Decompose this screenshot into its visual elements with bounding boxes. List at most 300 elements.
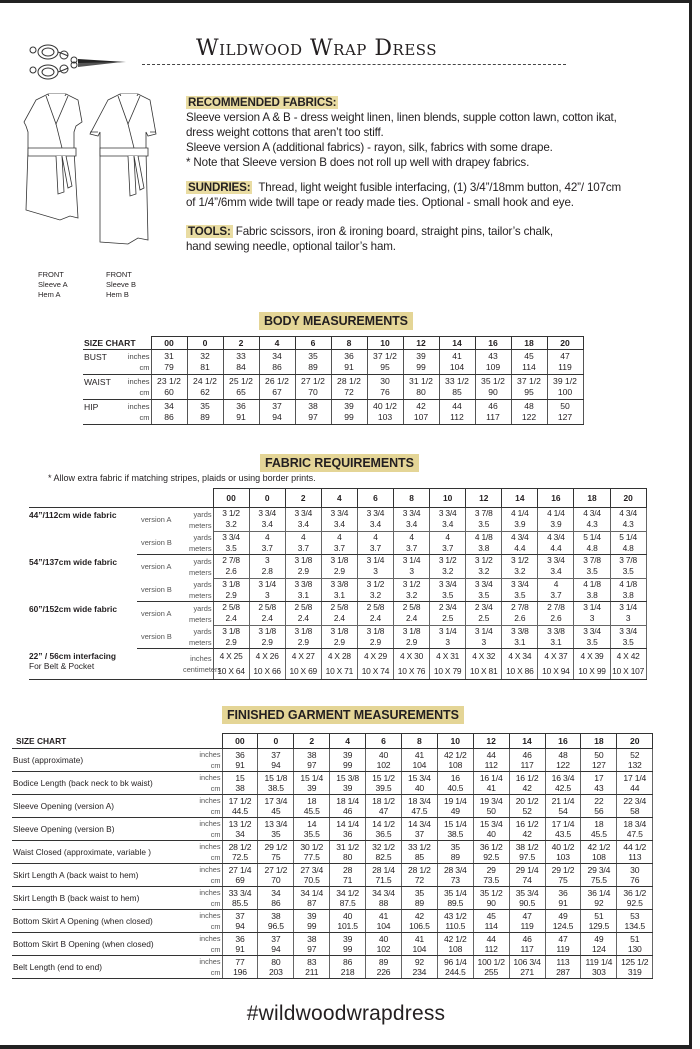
value-secondary: 3	[409, 566, 414, 577]
value-secondary: 60	[164, 387, 174, 397]
value-primary: 86	[343, 956, 353, 967]
value-primary: 38 1/2	[515, 841, 539, 852]
table-cell	[366, 933, 402, 956]
value-secondary: 108	[448, 944, 463, 954]
value-secondary: cm	[210, 876, 221, 885]
table-cell	[509, 933, 545, 956]
unit-label	[121, 375, 151, 400]
value-secondary: 2.9	[406, 636, 418, 647]
value-secondary: 86	[164, 412, 174, 422]
value-primary: 16 1/4	[479, 772, 503, 783]
value-secondary: 35	[271, 829, 281, 839]
table-cell	[509, 772, 545, 795]
value-primary: 4	[553, 578, 559, 589]
value-secondary: 58	[630, 806, 640, 816]
size-header: 00	[213, 489, 249, 508]
table-cell	[366, 864, 402, 887]
value-secondary: 84	[236, 362, 246, 372]
value-secondary: 3.5	[225, 542, 237, 553]
value-secondary: 122	[521, 412, 537, 422]
table-cell	[547, 375, 583, 400]
table-row	[12, 749, 653, 772]
value-secondary: 104	[449, 362, 465, 372]
value-primary: 27 1/4	[228, 864, 252, 875]
value-primary: 14 1/4	[336, 818, 359, 829]
table-cell	[295, 400, 331, 425]
value-primary: yards	[193, 532, 212, 542]
table-cell	[502, 649, 538, 680]
value-secondary: 3.5	[478, 519, 490, 530]
table-cell	[294, 772, 330, 795]
value-primary: 17	[594, 772, 604, 783]
value-secondary: 43.5	[554, 829, 571, 839]
value-secondary: 4.8	[586, 542, 598, 553]
table-cell	[617, 795, 653, 818]
version-label: version B	[137, 578, 183, 602]
size-header: 10	[437, 734, 473, 749]
value-secondary: 2.5	[478, 613, 490, 624]
unit-label	[192, 749, 222, 772]
value-secondary: 67	[272, 387, 282, 397]
table-cell	[330, 887, 366, 910]
value-primary: 41	[378, 910, 389, 921]
value-primary: 20 1/2	[515, 795, 539, 806]
table-cell	[222, 841, 258, 864]
caption-view: FRONT	[106, 270, 132, 279]
value-primary: 5 1/4	[619, 531, 637, 542]
value-primary: 16	[450, 772, 460, 783]
value-primary: 37 1/2	[373, 351, 397, 361]
size-header: 4	[321, 489, 357, 508]
value-secondary: 71	[343, 875, 353, 885]
value-secondary: 244.5	[445, 967, 466, 977]
value-secondary: 43	[594, 783, 604, 793]
value-primary: 47	[558, 933, 568, 944]
size-header: 2	[223, 337, 259, 350]
value-secondary: 88	[378, 898, 389, 908]
table-cell	[357, 508, 393, 532]
value-primary: 4 X 42	[616, 651, 640, 661]
value-secondary: 3.4	[261, 519, 273, 530]
value-secondary: 3.2	[225, 519, 237, 530]
value-primary: 28 1/2	[408, 864, 431, 875]
value-primary: inches	[199, 888, 221, 897]
table-cell	[394, 555, 430, 579]
value-primary: 4	[301, 531, 306, 542]
illustration-caption-b	[106, 270, 136, 300]
value-primary: 3 1/2	[366, 578, 385, 589]
table-cell	[610, 555, 646, 579]
table-cell	[357, 531, 393, 555]
table-cell	[222, 887, 258, 910]
table-cell	[321, 508, 357, 532]
value-primary: 37	[272, 401, 282, 411]
value-primary: 35 1/4	[443, 887, 467, 898]
table-cell	[581, 772, 617, 795]
table-cell	[249, 625, 285, 649]
value-secondary: 38	[235, 783, 245, 793]
table-cell	[574, 649, 610, 680]
value-primary: 2 5/8	[330, 602, 349, 613]
value-secondary: 99	[416, 362, 426, 372]
value-primary: 28 1/2	[337, 376, 361, 386]
value-primary: 36 1/4	[587, 887, 611, 898]
table-cell	[285, 555, 321, 579]
table-cell	[511, 400, 547, 425]
value-secondary: 3.9	[550, 519, 562, 530]
table-cell	[187, 400, 223, 425]
table-cell	[294, 956, 330, 979]
value-primary: 27 1/2	[264, 864, 288, 875]
caption-sleeve: Sleeve A	[38, 280, 68, 289]
value-primary: 38	[307, 749, 317, 760]
value-primary: 3 3/4	[366, 508, 385, 519]
value-primary: 34 3/4	[372, 887, 395, 898]
value-primary: 28 1/2	[228, 841, 252, 852]
table-cell	[294, 864, 330, 887]
table-cell	[538, 531, 574, 555]
table-cell	[538, 508, 574, 532]
value-primary: 3 3/4	[330, 508, 349, 519]
table-cell	[367, 350, 403, 375]
value-secondary: 122	[556, 760, 570, 770]
recommended-fabrics-note: * Note that Sleeve version B does not roll up well with drapey fabrics.	[186, 156, 530, 169]
value-primary: 2 3/4	[474, 602, 493, 613]
table-cell	[331, 400, 367, 425]
table-cell	[547, 400, 583, 425]
table-cell	[502, 508, 538, 532]
table-row	[12, 772, 653, 795]
value-secondary: 36.5	[375, 829, 392, 839]
value-primary: 52	[630, 749, 640, 760]
value-secondary: 3.5	[586, 636, 598, 647]
table-row	[12, 933, 653, 956]
value-primary: 35 1/2	[481, 376, 505, 386]
value-secondary: 85	[414, 852, 424, 862]
row-label: WAIST	[83, 375, 121, 400]
table-cell	[439, 375, 475, 400]
value-secondary: 45	[271, 806, 281, 816]
value-secondary: 42.5	[554, 783, 571, 793]
table-cell	[581, 910, 617, 933]
table-cell	[331, 375, 367, 400]
value-secondary: 3.4	[406, 519, 418, 530]
value-secondary: 3.4	[369, 519, 381, 530]
value-primary: 22 3/4	[623, 795, 647, 806]
value-secondary: 38.5	[447, 829, 464, 839]
value-secondary: 10 X 74	[361, 666, 390, 676]
table-cell	[213, 602, 249, 626]
table-cell	[213, 578, 249, 602]
table-cell	[430, 649, 466, 680]
value-secondary: cm	[139, 388, 150, 397]
value-primary: 28 3/4	[443, 864, 467, 875]
value-secondary: 45.5	[590, 829, 607, 839]
value-primary: 31	[164, 351, 174, 361]
value-primary: 50	[594, 749, 604, 760]
table-cell	[509, 910, 545, 933]
value-primary: 14	[307, 818, 317, 829]
value-secondary: 114	[522, 362, 536, 372]
value-primary: 35 1/2	[479, 887, 503, 898]
value-primary: 26 1/2	[265, 376, 289, 386]
table-cell	[545, 910, 581, 933]
table-cell	[437, 933, 473, 956]
table-cell	[581, 887, 617, 910]
table-cell	[223, 400, 259, 425]
value-primary: 4	[409, 531, 414, 542]
value-primary: 38	[308, 401, 318, 411]
value-primary: 41	[414, 749, 424, 760]
value-primary: 36 1/2	[623, 887, 647, 898]
size-header: 18	[511, 337, 547, 350]
table-cell	[321, 625, 357, 649]
value-primary: 30	[380, 376, 390, 386]
value-primary: 41	[414, 933, 424, 944]
table-cell	[509, 887, 545, 910]
value-primary: 24 1/2	[193, 376, 217, 386]
value-primary: 42 1/2	[443, 933, 467, 944]
value-primary: 35	[414, 887, 424, 898]
table-cell	[545, 772, 581, 795]
value-secondary: 80	[416, 387, 426, 397]
value-secondary: 70	[271, 875, 281, 885]
value-secondary: 10 X 64	[217, 666, 245, 676]
value-secondary: 287	[556, 967, 570, 977]
value-primary: inches	[199, 842, 221, 851]
table-cell	[151, 350, 187, 375]
value-secondary: 92.5	[483, 852, 500, 862]
size-header: 4	[330, 734, 366, 749]
value-primary: 38	[271, 910, 281, 921]
value-secondary: 101.5	[337, 921, 358, 931]
value-secondary: 95	[524, 387, 534, 397]
value-secondary: 87.5	[339, 898, 356, 908]
value-secondary: 87	[307, 898, 317, 908]
table-row	[12, 818, 653, 841]
value-secondary: meters	[188, 590, 212, 600]
unit-label	[183, 649, 222, 680]
value-primary: 35	[200, 401, 210, 411]
value-primary: 18 1/2	[372, 795, 395, 806]
value-primary: 42 1/2	[443, 749, 467, 760]
value-secondary: 117	[520, 760, 534, 770]
table-cell	[213, 531, 249, 555]
table-cell	[574, 531, 610, 555]
value-primary: 36	[236, 401, 246, 411]
value-secondary: 40	[414, 783, 424, 793]
value-secondary: 73	[450, 875, 460, 885]
table-cell	[294, 841, 330, 864]
table-cell	[258, 910, 294, 933]
value-secondary: 3.5	[586, 566, 598, 577]
fabric-width-label: 60”/152cm wide fabric	[29, 603, 117, 614]
value-secondary: 103	[377, 412, 393, 422]
table-cell	[258, 772, 294, 795]
table-cell	[610, 649, 646, 680]
table-cell	[437, 887, 473, 910]
table-cell	[401, 933, 437, 956]
table-cell	[430, 555, 466, 579]
value-primary: 3 1/4	[402, 555, 421, 566]
value-primary: 4 X 29	[363, 651, 387, 661]
value-secondary: cm	[210, 945, 221, 954]
table-cell	[330, 841, 366, 864]
table-cell	[258, 933, 294, 956]
value-secondary: meters	[188, 637, 212, 647]
value-primary: 15 3/4	[408, 772, 431, 783]
value-primary: 17 1/4	[551, 818, 575, 829]
unit-label	[192, 910, 222, 933]
value-primary: 36 1/2	[479, 841, 503, 852]
fabric-width-label: 44”/112cm wide fabric	[29, 508, 137, 555]
table-cell	[401, 864, 437, 887]
table-cell	[249, 531, 285, 555]
value-primary: 53	[630, 910, 640, 921]
value-secondary: 3	[373, 566, 378, 577]
table-cell	[330, 772, 366, 795]
table-cell	[509, 795, 545, 818]
value-primary: 36	[344, 351, 354, 361]
table-row	[83, 350, 583, 375]
value-primary: inches	[199, 865, 221, 874]
value-secondary: 3.4	[297, 519, 309, 530]
value-secondary: 10 X 71	[325, 666, 354, 676]
value-secondary: 3.2	[514, 566, 526, 577]
value-secondary: 10 X 66	[253, 666, 281, 676]
value-primary: 41	[452, 351, 462, 361]
table-cell	[538, 578, 574, 602]
table-cell	[321, 602, 357, 626]
value-primary: 3 1/8	[366, 625, 385, 636]
value-primary: 3 1/8	[294, 625, 313, 636]
table-cell	[617, 841, 653, 864]
table-cell	[366, 910, 402, 933]
value-primary: 32 1/2	[372, 841, 395, 852]
table-cell	[403, 400, 439, 425]
value-secondary: 2.9	[225, 589, 237, 600]
value-primary: 42	[414, 910, 424, 921]
table-row-interfacing	[29, 649, 646, 680]
table-cell	[430, 602, 466, 626]
row-label: Bottom Skirt A Opening (when closed)	[12, 910, 192, 933]
value-primary: 16 1/2	[515, 772, 539, 783]
table-cell	[401, 956, 437, 979]
value-primary: 80	[271, 956, 281, 967]
value-primary: yards	[193, 556, 212, 566]
value-secondary: meters	[188, 614, 212, 624]
value-primary: 15 3/8	[336, 772, 359, 783]
size-header: 16	[545, 734, 581, 749]
value-primary: 15 1/4	[443, 818, 467, 829]
table-cell	[545, 864, 581, 887]
table-cell	[330, 933, 366, 956]
table-cell	[466, 602, 502, 626]
table-cell	[545, 795, 581, 818]
value-secondary: 119	[558, 362, 572, 372]
value-secondary: 36	[343, 829, 353, 839]
value-primary: yards	[193, 603, 212, 613]
value-primary: 3 3/4	[438, 578, 457, 589]
value-secondary: 109	[485, 362, 501, 372]
page-frame-top	[0, 0, 692, 3]
value-secondary: 40	[486, 829, 496, 839]
table-cell	[259, 375, 295, 400]
value-primary: 18 3/4	[408, 795, 431, 806]
value-secondary: cm	[210, 899, 221, 908]
value-secondary: 70	[308, 387, 318, 397]
value-secondary: 39.5	[375, 783, 392, 793]
table-cell	[213, 555, 249, 579]
value-secondary: 3.5	[514, 589, 526, 600]
unit-label	[192, 795, 222, 818]
sundries-line: Thread, light weight fusible interfacing, (1) 3/4”/18mm button, 42”/ 107cm	[258, 181, 622, 194]
value-primary: 34	[164, 401, 174, 411]
value-primary: 40	[378, 749, 389, 760]
table-cell	[581, 841, 617, 864]
value-primary: inches	[199, 957, 221, 966]
value-secondary: 82.5	[375, 852, 392, 862]
value-primary: 37	[271, 749, 281, 760]
value-secondary: 97	[307, 944, 317, 954]
value-secondary: 71.5	[375, 875, 392, 885]
table-cell	[258, 795, 294, 818]
table-cell	[223, 375, 259, 400]
value-secondary: 2.6	[225, 566, 237, 577]
value-secondary: 234	[412, 967, 427, 977]
size-header: 12	[473, 734, 509, 749]
value-secondary: 226	[376, 967, 391, 977]
table-cell	[285, 578, 321, 602]
value-secondary: 211	[305, 967, 319, 977]
value-primary: 32	[200, 351, 210, 361]
row-label: Skirt Length B (back waist to hem)	[12, 887, 192, 910]
table-cell	[545, 933, 581, 956]
value-primary: 18 1/4	[336, 795, 359, 806]
size-header: 8	[401, 734, 437, 749]
table-cell	[545, 841, 581, 864]
value-secondary: 2.4	[369, 613, 381, 624]
value-primary: inches	[199, 934, 221, 943]
value-primary: 49	[558, 910, 568, 921]
table-cell	[249, 602, 285, 626]
tools-section	[186, 224, 553, 254]
value-secondary: 10 X 94	[542, 666, 570, 676]
value-secondary: 3.1	[514, 636, 526, 647]
table-cell	[581, 749, 617, 772]
value-secondary: 75.5	[590, 875, 607, 885]
value-secondary: 3.8	[478, 542, 490, 553]
size-header: 6	[366, 734, 402, 749]
value-secondary: 2.4	[225, 613, 237, 624]
value-secondary: 132	[627, 760, 642, 770]
table-cell	[610, 602, 646, 626]
value-primary: inches	[190, 654, 212, 663]
caption-hem: Hem B	[106, 290, 129, 299]
value-secondary: 73.5	[483, 875, 500, 885]
table-cell	[473, 864, 509, 887]
value-secondary: 2.9	[297, 636, 309, 647]
table-cell	[581, 933, 617, 956]
value-primary: 2 5/8	[258, 602, 276, 613]
table-cell	[249, 508, 285, 532]
value-secondary: 79	[164, 362, 174, 372]
value-primary: 48	[524, 401, 534, 411]
table-cell	[357, 602, 393, 626]
value-secondary: 37	[414, 829, 424, 839]
value-primary: 14 1/2	[372, 818, 395, 829]
value-secondary: 130	[627, 944, 642, 954]
